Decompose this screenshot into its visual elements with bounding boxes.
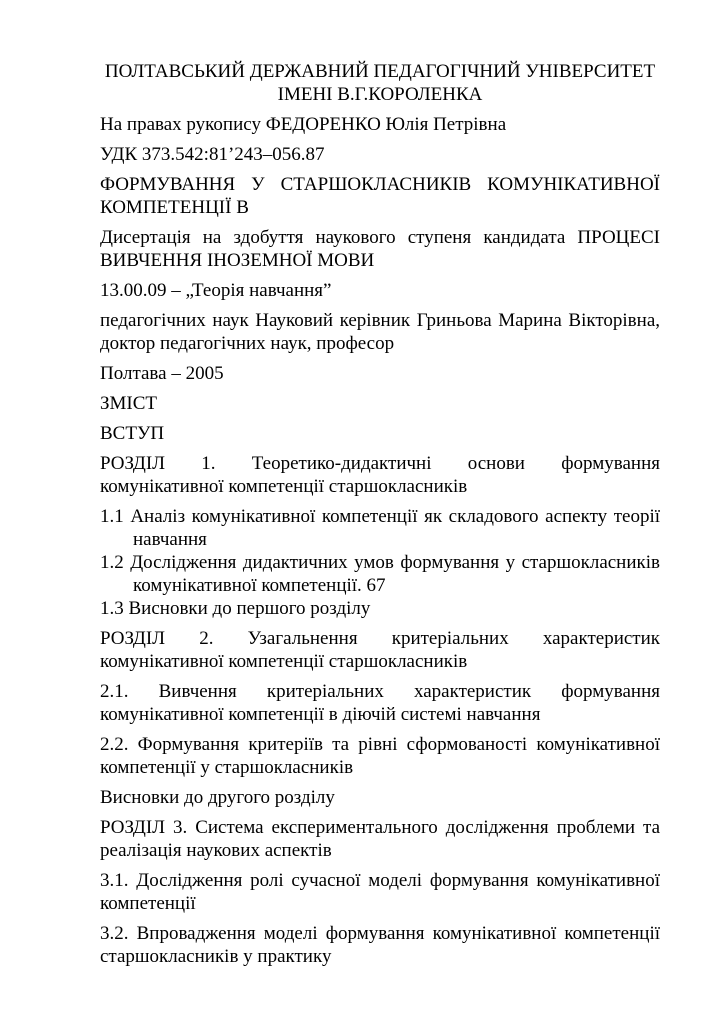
toc-entry-1-3: 1.3 Висновки до першого розділу bbox=[100, 598, 371, 619]
university-title: ПОЛТАВСЬКИЙ ДЕРЖАВНИЙ ПЕДАГОГІЧНИЙ УНІВЕРСИТЕТ ІМЕНІ В.Г.КОРОЛЕНКА bbox=[104, 61, 656, 105]
toc-entry-3-2: 3.2. Впровадження моделі формування комунікативної компетенції старшокласників у практику bbox=[100, 923, 660, 967]
degree-line: Дисертація на здобуття наукового ступеня кандидата ПРОЦЕСІ ВИВЧЕННЯ ІНОЗЕМНОЇ МОВИ bbox=[100, 227, 660, 271]
city-year-line: Полтава – 2005 bbox=[100, 363, 224, 384]
toc-entry-3-1: 3.1. Дослідження ролі сучасної моделі формування комунікативної компетенції bbox=[100, 870, 660, 914]
toc-entry-1-1: 1.1 Аналіз комунікативної компетенції як складового аспекту теорії навчання bbox=[100, 506, 660, 550]
toc-heading: ЗМІСТ bbox=[100, 393, 158, 414]
toc-sublist-chapter-1 bbox=[100, 505, 660, 620]
specialty-line: 13.00.09 – „Теорія навчання” bbox=[100, 280, 332, 301]
toc-entry-2-1: 2.1. Вивчення критеріальних характеристик формування комунікативної компетенції в діючій системі навчання bbox=[100, 681, 660, 725]
advisor-line: педагогічних наук Науковий керівник Гриньова Марина Вікторівна, доктор педагогічних наук, професор bbox=[100, 310, 660, 354]
manuscript-author-line: На правах рукопису ФЕДОРЕНКО Юлія Петрівна bbox=[100, 114, 507, 135]
toc-entry-chapter-1: РОЗДІЛ 1. Теоретико-дидактичні основи формування комунікативної компетенції старшокласників bbox=[100, 453, 660, 497]
udc-line: УДК 373.542:81’243–056.87 bbox=[100, 144, 325, 165]
toc-entry-chapter-2: РОЗДІЛ 2. Узагальнення критеріальних характеристик комунікативної компетенції старшокласників bbox=[100, 628, 660, 672]
toc-entry-2-2: 2.2. Формування критеріїв та рівні сформованості комунікативної компетенції у старшокласників bbox=[100, 734, 660, 778]
thesis-title: ФОРМУВАННЯ У СТАРШОКЛАСНИКІВ КОМУНІКАТИВНОЇ КОМПЕТЕНЦІЇ В bbox=[100, 174, 660, 218]
toc-entry-intro: ВСТУП bbox=[100, 423, 165, 444]
toc-entry-1-2: 1.2 Дослідження дидактичних умов формування у старшокласників комунікативної компетенції. 67 bbox=[100, 552, 660, 596]
toc-entry-conclusions-2: Висновки до другого розділу bbox=[100, 787, 335, 808]
toc-entry-chapter-3: РОЗДІЛ 3. Система експериментального дослідження проблеми та реалізація наукових аспектів bbox=[100, 817, 660, 861]
